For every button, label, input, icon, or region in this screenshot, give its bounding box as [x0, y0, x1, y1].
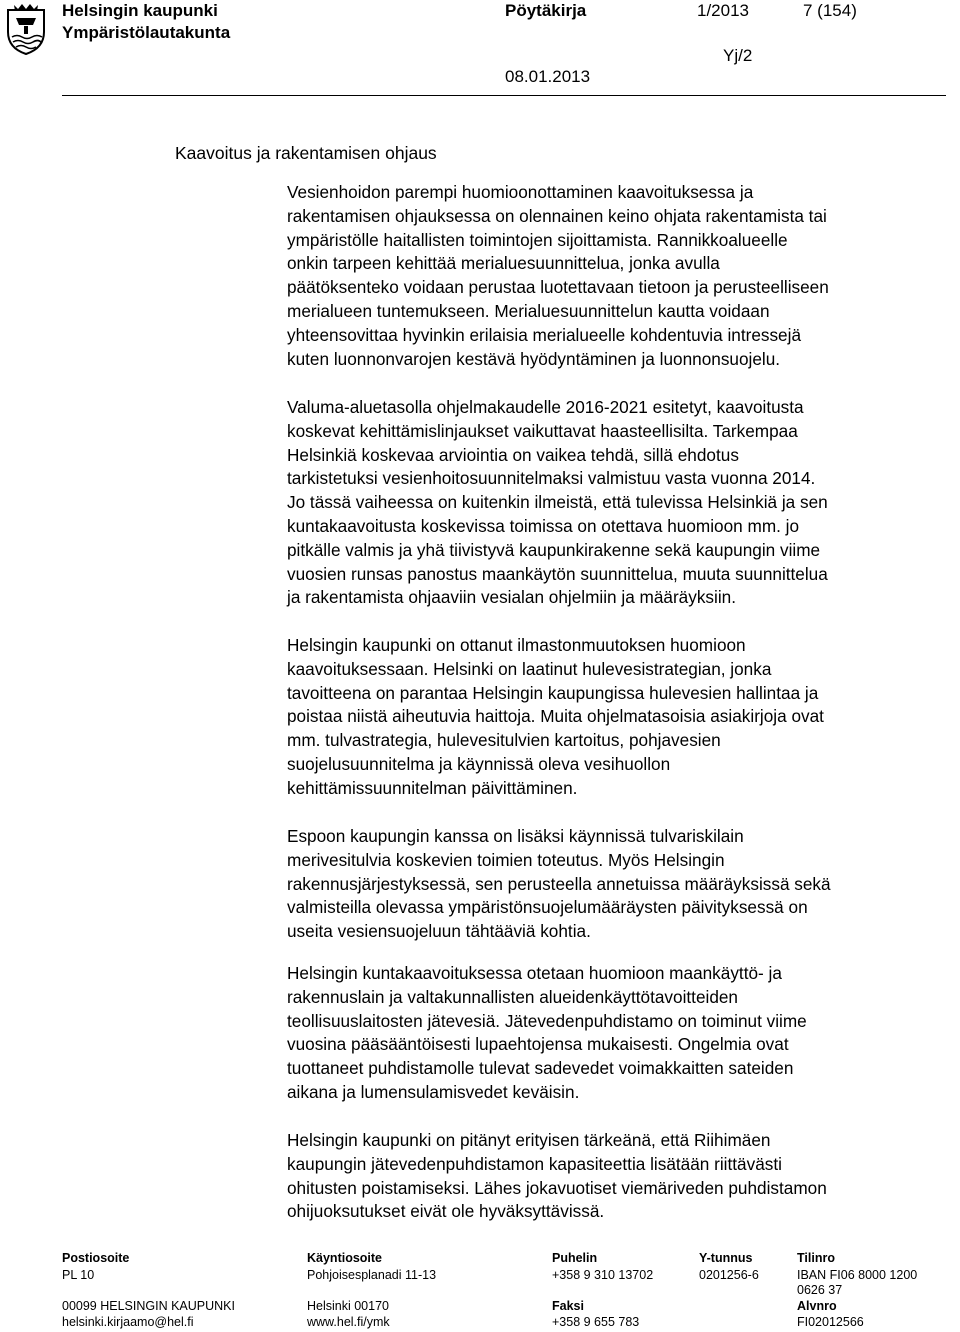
footer-visit-street: Pohjoisesplanadi 11-13: [307, 1268, 437, 1282]
footer-visit-label: Käyntiosoite: [307, 1251, 383, 1265]
text-line: Jo tässä vaiheessa on kuitenkin ilmeistä, että tulevissa Helsinkiä ja sen: [287, 492, 828, 513]
text-line: tuottaneet puhdistamolle tulevat sadevedet voimakkaitten sateiden: [287, 1058, 794, 1079]
text-line: onkin tarpeen kehittää merialuesuunnittelua, jonka avulla: [287, 253, 720, 274]
footer-fax-label: Faksi: [552, 1299, 584, 1313]
section-code: Yj/2: [723, 46, 753, 65]
text-line: yhteensovittaa hyvinkin erilaisia merialueelle kohdentuvia intressejä: [287, 324, 801, 345]
text-line: mm. tulvastrategia, hulevesitulvien kartoitus, pohjavesien: [287, 730, 721, 751]
footer-phone-value: +358 9 310 13702: [552, 1268, 654, 1282]
paragraph: [287, 1129, 959, 1224]
paragraph: [287, 634, 959, 801]
header-divider: [62, 95, 946, 96]
footer-email-link[interactable]: helsinki.kirjaamo@hel.fi: [62, 1315, 194, 1329]
text-line: Helsingin kaupunki on ottanut ilmastonmuutoksen huomioon: [287, 635, 746, 655]
text-line: Helsinkiä koskevaa arviointia on vaikea tehdä, sillä ehdotus: [287, 444, 739, 465]
text-line: valmisteilla olevassa ympäristönsuojelumääräysten päivityksessä on: [287, 897, 808, 918]
text-line: rakentamisen ohjauksessa on olennainen keino ohjata rakentamista tai: [287, 205, 827, 226]
text-line: kuten luonnonvarojen kestävä hyödyntäminen ja luonnonsuojelu.: [287, 348, 781, 369]
paragraph: [287, 181, 959, 371]
footer-postal-box: PL 10: [62, 1268, 95, 1282]
text-line: koskevat kehittämislinjaukset vaikuttavat haasteellisilta. Tarkempaa: [287, 420, 798, 441]
text-line: pitkälle valmis ja yhä tiivistyvä kaupunkirakenne sekä kaupungin viime: [287, 539, 821, 560]
paragraph: [287, 825, 959, 944]
text-line: merivesitulvia koskevien toimien toteutus. Myös Helsingin: [287, 849, 725, 870]
footer-business-id-label: Y-tunnus: [699, 1251, 753, 1265]
text-line: kehittämissuunnitelman päivittäminen.: [287, 777, 578, 798]
paragraph: [287, 396, 959, 610]
text-line: kaavoituksessaan. Helsinki on laatinut hulevesistrategian, jonka: [287, 658, 772, 679]
text-line: tavoitteena on parantaa Helsingin kaupungissa hulevesien hallintaa ja: [287, 682, 819, 703]
text-line: merialueen tuntemukseen. Merialuesuunnittelun kautta voidaan: [287, 300, 770, 321]
text-line: kuntakaavoitusta koskevissa toimissa on otettava huomioon mm. jo: [287, 515, 800, 536]
footer-phone-label: Puhelin: [552, 1251, 598, 1265]
text-line: Valuma-aluetasolla ohjelmakaudelle 2016-2021 esitetyt, kaavoitusta: [287, 397, 804, 417]
paragraph: [287, 962, 959, 1105]
text-line: vuosien runsas panostus maankäytön suunnittelua, muuta suunnittelua: [287, 563, 828, 584]
section-heading: Kaavoitus ja rakentamisen ohjaus: [175, 143, 437, 163]
text-line: tarkistetuksi vesienhoitosuunnitelmaksi valmistuu vasta vuonna 2014.: [287, 468, 816, 489]
text-line: aikana ja lumensulamisvedet keväisin.: [287, 1081, 580, 1102]
text-line: suojelusuunnitelma ja käynnissä oleva vesihuollon: [287, 753, 671, 774]
text-line: Helsingin kuntakaavoituksessa otetaan huomioon maankäyttö- ja: [287, 963, 782, 983]
page-info: 7 (154): [803, 1, 857, 20]
footer-website-link[interactable]: www.hel.fi/ymk: [307, 1315, 390, 1329]
text-line: Espoon kaupungin kanssa on lisäksi käynnissä tulvariskilain: [287, 826, 744, 846]
text-line: rakennusjärjestyksessä, sen perusteella annetuissa määräyksissä sekä: [287, 873, 831, 894]
footer-vat-value: FI02012566: [797, 1315, 864, 1329]
text-line: ja rakentamista ohjaaviin vesialan ohjelmiin ja määräyksiin.: [287, 587, 736, 608]
footer-fax-value: +358 9 655 783: [552, 1315, 640, 1329]
text-line: teollisuuslaitosten jätevesiä. Jätevedenpuhdistamo on toiminut viime: [287, 1010, 807, 1031]
footer-postal-label: Postiosoite: [62, 1251, 130, 1265]
footer-visit-city: Helsinki 00170: [307, 1299, 389, 1313]
document-type: Pöytäkirja: [505, 1, 587, 20]
organization-name: Helsingin kaupunki: [62, 1, 218, 20]
footer-business-id-value: 0201256-6: [699, 1268, 759, 1282]
text-line: kaupungin jätevedenpuhdistamon kapasiteettia lisätään riittävästi: [287, 1153, 782, 1174]
text-line: Helsingin kaupunki on pitänyt erityisen tärkeänä, että Riihimäen: [287, 1130, 771, 1150]
committee-name: Ympäristölautakunta: [62, 23, 231, 42]
city-crest-logo: [4, 2, 48, 56]
text-line: poistaa niistä aiheutuvia haittoja. Muita ohjelmatasoisia asiakirjoja ovat: [287, 706, 824, 727]
footer-vat-label: Alvnro: [797, 1299, 837, 1313]
text-line: ympäristölle haitallisten toimintojen sijoittamista. Rannikkoalueelle: [287, 229, 788, 250]
footer-account-label: Tilinro: [797, 1251, 835, 1265]
footer-account-iban-cont: 0626 37: [797, 1283, 843, 1297]
text-line: päätöksenteko voidaan perustaa luotettavaan tietoon ja perusteelliseen: [287, 277, 829, 298]
meeting-number: 1/2013: [697, 1, 749, 20]
footer-postal-city: 00099 HELSINGIN KAUPUNKI: [62, 1299, 235, 1313]
meeting-date: 08.01.2013: [505, 67, 591, 86]
text-line: ohijuoksutukset eivät ole hyväksyttävissä.: [287, 1201, 605, 1222]
footer-account-iban: IBAN FI06 8000 1200: [797, 1268, 918, 1282]
text-line: ohitusten poistamiseksi. Lähes jokavuotiset viemäriveden puhdistamon: [287, 1177, 827, 1198]
text-line: useita vesiensuojeluun tähtääviä kohtia.: [287, 921, 591, 942]
text-line: Vesienhoidon parempi huomioonottaminen kaavoituksessa ja: [287, 182, 754, 202]
text-line: vuosina pääsääntöisesti lupaehtojensa mukaisesti. Ongelmia ovat: [287, 1034, 789, 1055]
text-line: rakennuslain ja valtakunnallisten alueidenkäyttötavoitteiden: [287, 986, 738, 1007]
